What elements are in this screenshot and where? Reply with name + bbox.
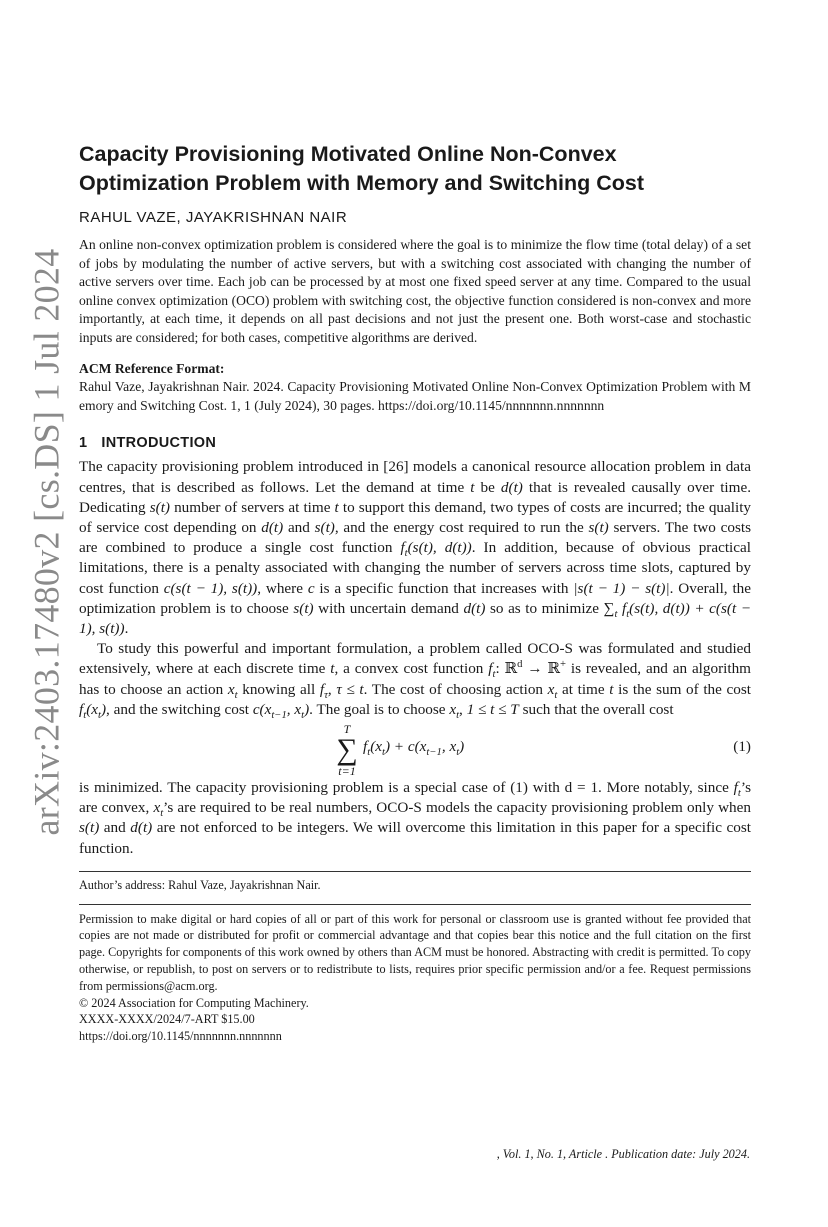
permission-notice: Permission to make digital or hard copies of all or part of this work for personal or classroom use is granted without fee provided that copies are not made or distributed for profit or commercial advantage and that copies bear this notice and the full citation on the first page. Copyrights for components of this work owned by others than ACM must be honored. Abstracting with credit is permitted. To copy otherwise, or republish, to post on servers or to redistribute to lists, requires prior specific permission and/or a fee. Request permissions from permissions@acm.org. xyxy=(79,911,751,993)
equation-number: (1) xyxy=(733,737,751,755)
section-number: 1 xyxy=(79,435,88,452)
section-heading xyxy=(79,435,751,451)
title-line-2: Optimization Problem with Memory and Switching Cost xyxy=(79,171,645,195)
intro-paragraph-2: To study this powerful and important formulation, a problem called OCO-S was formulated and studied extensively, where at each discrete time t, a convex cost function $f_t$: ℝ$^d$ → ℝ+ is revealed, and an algorithm has to choose an action $x_t$ knowing all $f_\tau$, τ ≤ t. The cost of choosing action $x_t$ at time t is the sum of the cost $f_t(x_t)$, and the switching cost $c(x_{t-1}$, $x_t$). The goal is to choose $x_t$, 1 ≤ t ≤ T such that the overall cost xyxy=(79,640,751,721)
intro-paragraph-1: The capacity provisioning problem introduced in [26] models a canonical resource allocation problem in data centres, that is described as follows. Let the demand at time t be d(t) that is revealed causally over time. Dedicating s(t) number of servers at time t to support this demand, two types of costs are incurred; the quality of service cost depending on d(t) and s(t), and the energy cost required to run the s(t) servers. The two costs are combined to produce a single cost function $f_t(s(t)$, d(t)). In addition, because of obvious practical limitations, there is a penalty associated with changing the number of servers across time slots, captured by cost function c(s(t − 1), s(t)), where c is a specific function that increases with |s(t − 1) − s(t)|. Overall, the optimization problem is to choose s(t) with uncertain demand d(t) so as to minimize $\sum_t$ $f_t(s(t)$, d(t)) + c(s(t − 1), s(t)). xyxy=(79,458,752,637)
abstract: An online non-convex optimization problem is considered where the goal is to minimize the flow time (total delay) of a set of jobs by modulating the number of active servers, but with a switching cost associated with changing the number of active servers over time. Each job can be processed by at most one fixed speed server at any time. Compared to the usual online convex optimization (OCO) problem with switching cost, the objective function considered is non-convex and more importantly, at each time, it depends on all past decisions and not just the present one. Both worst-case and stochastic inputs are considered; for both cases, competitive algorithms are derived. xyxy=(79,237,751,345)
arxiv-id: arXiv:2403.17480v2 [cs.DS] 1 Jul 2024 xyxy=(27,248,68,836)
section-title: INTRODUCTION xyxy=(101,435,217,452)
title-line-1: Capacity Provisioning Motivated Online Non-Convex xyxy=(79,142,617,166)
equation-1 xyxy=(79,722,751,778)
permission-divider xyxy=(79,904,751,905)
acm-reference-citation: Rahul Vaze, Jayakrishnan Nair. 2024. Capacity Provisioning Motivated Online Non-Convex Optimization Problem with Memory and Switching Cost. 1, 1 (July 2024), 30 pages. https://doi.org/10.1145/nnnnnnn.nnnnnnn xyxy=(79,379,751,413)
footnote-divider xyxy=(79,871,751,872)
paper-page xyxy=(79,140,751,1045)
intro-paragraph-3: is minimized. The capacity provisioning problem is a special case of (1) with d = 1. More notably, since $f_t’s$ are convex, $x_t’s$ are required to be real numbers, OCO-S models the capacity provisioning problem only when s(t) and d(t) are not enforced to be integers. We will overcome this limitation in this paper for a specific cost function. xyxy=(79,778,752,857)
summation: T ∑ t=1 xyxy=(336,721,358,778)
doi-link[interactable]: https://doi.org/10.1145/nnnnnnn.nnnnnnn xyxy=(79,1029,282,1044)
paper-title xyxy=(79,140,751,198)
copyright-line: © 2024 Association for Computing Machinery. xyxy=(79,995,309,1010)
author-address: Author’s address: Rahul Vaze, Jayakrishnan Nair. xyxy=(79,877,321,892)
author-list: RAHUL VAZE, JAYAKRISHNAN NAIR xyxy=(79,209,348,226)
equation-expression: $f_t(x_t) + c(x_{t-1}$, $x_t$) xyxy=(363,737,465,759)
acm-reference-heading: ACM Reference Format: xyxy=(79,360,225,376)
page-footer: , Vol. 1, No. 1, Article . Publication date: July 2024. xyxy=(496,1147,750,1161)
article-code: XXXX-XXXX/2024/7-ART $15.00 xyxy=(79,1012,255,1027)
arxiv-sidebar-stamp xyxy=(24,248,70,836)
